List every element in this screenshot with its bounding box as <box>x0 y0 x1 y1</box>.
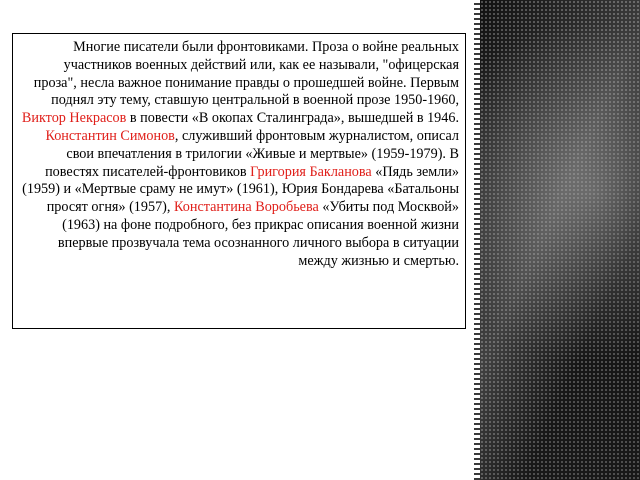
author-name-konstantin-vorobyov: Константина Воробьева <box>174 199 319 216</box>
text-segment: «Пядь земли» (1959) и «Мертвые сраму не имут» (1961), Юрия Бондарева «Батальоны просят огня» (1957), <box>22 163 459 216</box>
text-segment: , служивший фронтовым журналистом, описал свои впечатления в трилогии «Живые и мертвые» (1959-1979). В повестях писателей-фронтовиков <box>45 127 459 180</box>
text-segment: Многие писатели были фронтовиками. Проза о войне реальных участников военных действий или, как ее называли, "офицерская проза", несла важное понимание правды о прошедшей войне. Первым поднял эту тему, ставшую центральной в военной прозе 1950-1960, <box>33 39 459 109</box>
text-segment: в повести «В окопах Сталинграда», вышедшей в 1946. <box>126 110 459 127</box>
author-name-konstantin-simonov: Константин Симонов <box>45 127 175 144</box>
author-name-grigory-baklanov: Григория Бакланова <box>250 163 372 180</box>
author-name-viktor-nekrasov: Виктор Некрасов <box>21 110 127 127</box>
text-box <box>12 33 466 329</box>
slide-paragraph <box>19 39 459 270</box>
text-segment: «Убиты под Москвой» (1963) на фоне подробного, без прикрас описания военной жизни впервые прозвучала тема осознанного личного выбора в ситуации между жизнью и смертью. <box>57 199 459 269</box>
carbon-fiber-side-panel <box>480 0 640 480</box>
